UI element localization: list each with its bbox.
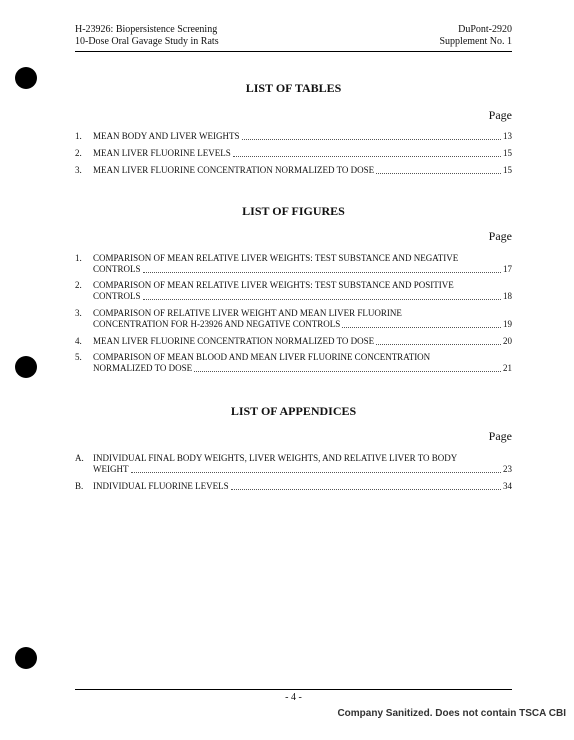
dot-leader (242, 139, 502, 140)
page-number: - 4 - (285, 692, 302, 703)
figures-title: LIST OF FIGURES (242, 204, 345, 218)
header-right (440, 24, 513, 48)
figure-entry-5[interactable] (75, 352, 512, 374)
entry-page: 18 (503, 291, 512, 301)
appendix-entry-a[interactable] (75, 453, 512, 475)
entry-number: 3. (75, 165, 82, 175)
dot-leader (342, 327, 501, 328)
entry-text-line1: COMPARISON OF MEAN BLOOD AND MEAN LIVER FLUORINE CONCENTRATION (93, 352, 431, 362)
figure-entry-1[interactable] (75, 253, 512, 275)
figure-entry-2[interactable] (75, 280, 512, 302)
table-entry-2[interactable] (75, 148, 512, 159)
dot-leader (233, 156, 501, 157)
entry-text-line2: CONTROLS (93, 291, 141, 301)
entry-page: 21 (503, 363, 512, 373)
entry-text: MEAN BODY AND LIVER WEIGHTS (93, 131, 240, 141)
appendix-entry-b[interactable] (75, 481, 512, 492)
dot-leader (376, 173, 501, 174)
entry-text: MEAN LIVER FLUORINE LEVELS (93, 148, 231, 158)
header-report-id: DuPont-2920 (458, 24, 512, 35)
footer-rule (75, 689, 512, 690)
appendices-title: LIST OF APPENDICES (230, 404, 357, 418)
appendices-page-label: Page (488, 429, 512, 443)
punch-hole-bottom (15, 647, 37, 669)
entry-text-line2: CONTROLS (93, 264, 141, 274)
entry-text-line2: CONCENTRATION FOR H-23926 AND NEGATIVE CONTROLS (93, 319, 341, 329)
entry-page: 20 (503, 336, 512, 346)
entry-number: 3. (75, 308, 82, 318)
header-supplement: Supplement No. 1 (439, 36, 512, 47)
header-study-title: 10-Dose Oral Gavage Study in Rats (75, 36, 219, 47)
table-entry-3[interactable] (75, 165, 512, 176)
entry-text: INDIVIDUAL FLUORINE LEVELS (93, 481, 229, 491)
entry-page: 19 (503, 319, 512, 329)
entry-text: MEAN LIVER FLUORINE CONCENTRATION NORMALIZED TO DOSE (93, 165, 375, 175)
entry-number: 2. (75, 148, 82, 158)
entry-number: 1. (75, 131, 82, 141)
figures-page-label: Page (488, 229, 512, 243)
entry-text-line2: WEIGHT (93, 464, 129, 474)
entry-text-line1: COMPARISON OF RELATIVE LIVER WEIGHT AND MEAN LIVER FLUORINE (93, 308, 402, 318)
tables-title: LIST OF TABLES (245, 81, 342, 95)
entry-page: 15 (503, 165, 512, 175)
dot-leader (143, 299, 501, 300)
entry-number: 4. (75, 336, 82, 346)
table-entry-1[interactable] (75, 131, 512, 142)
entry-number: 2. (75, 280, 82, 290)
dot-leader (376, 344, 501, 345)
entry-page: 17 (503, 264, 512, 274)
entry-number: 1. (75, 253, 82, 263)
entry-text-line2: NORMALIZED TO DOSE (93, 363, 193, 373)
dot-leader (131, 472, 502, 473)
entry-page: 34 (503, 481, 512, 491)
punch-hole-middle (15, 356, 37, 378)
figure-entry-3[interactable] (75, 308, 512, 330)
sanitized-stamp: Company Sanitized. Does not contain TSCA CBI (337, 708, 566, 719)
header-study-id: H-23926: Biopersistence Screening (75, 24, 218, 35)
punch-hole-top (15, 67, 37, 89)
header-left (75, 24, 219, 48)
dot-leader (143, 272, 501, 273)
entry-text-line1: COMPARISON OF MEAN RELATIVE LIVER WEIGHTS: TEST SUBSTANCE AND POSITIVE (93, 280, 454, 290)
entry-page: 15 (503, 148, 512, 158)
dot-leader (194, 371, 501, 372)
entry-number: B. (75, 481, 84, 491)
entry-text-line1: COMPARISON OF MEAN RELATIVE LIVER WEIGHTS: TEST SUBSTANCE AND NEGATIVE (93, 253, 459, 263)
figure-entry-4[interactable] (75, 336, 512, 347)
entry-text: MEAN LIVER FLUORINE CONCENTRATION NORMALIZED TO DOSE (93, 336, 375, 346)
entry-text-line1: INDIVIDUAL FINAL BODY WEIGHTS, LIVER WEIGHTS, AND RELATIVE LIVER TO BODY (93, 453, 458, 463)
header-rule (75, 51, 512, 52)
tables-page-label: Page (488, 108, 512, 122)
entry-number: A. (75, 453, 84, 463)
entry-number: 5. (75, 352, 82, 362)
dot-leader (231, 489, 501, 490)
entry-page: 13 (503, 131, 512, 141)
entry-page: 23 (503, 464, 512, 474)
